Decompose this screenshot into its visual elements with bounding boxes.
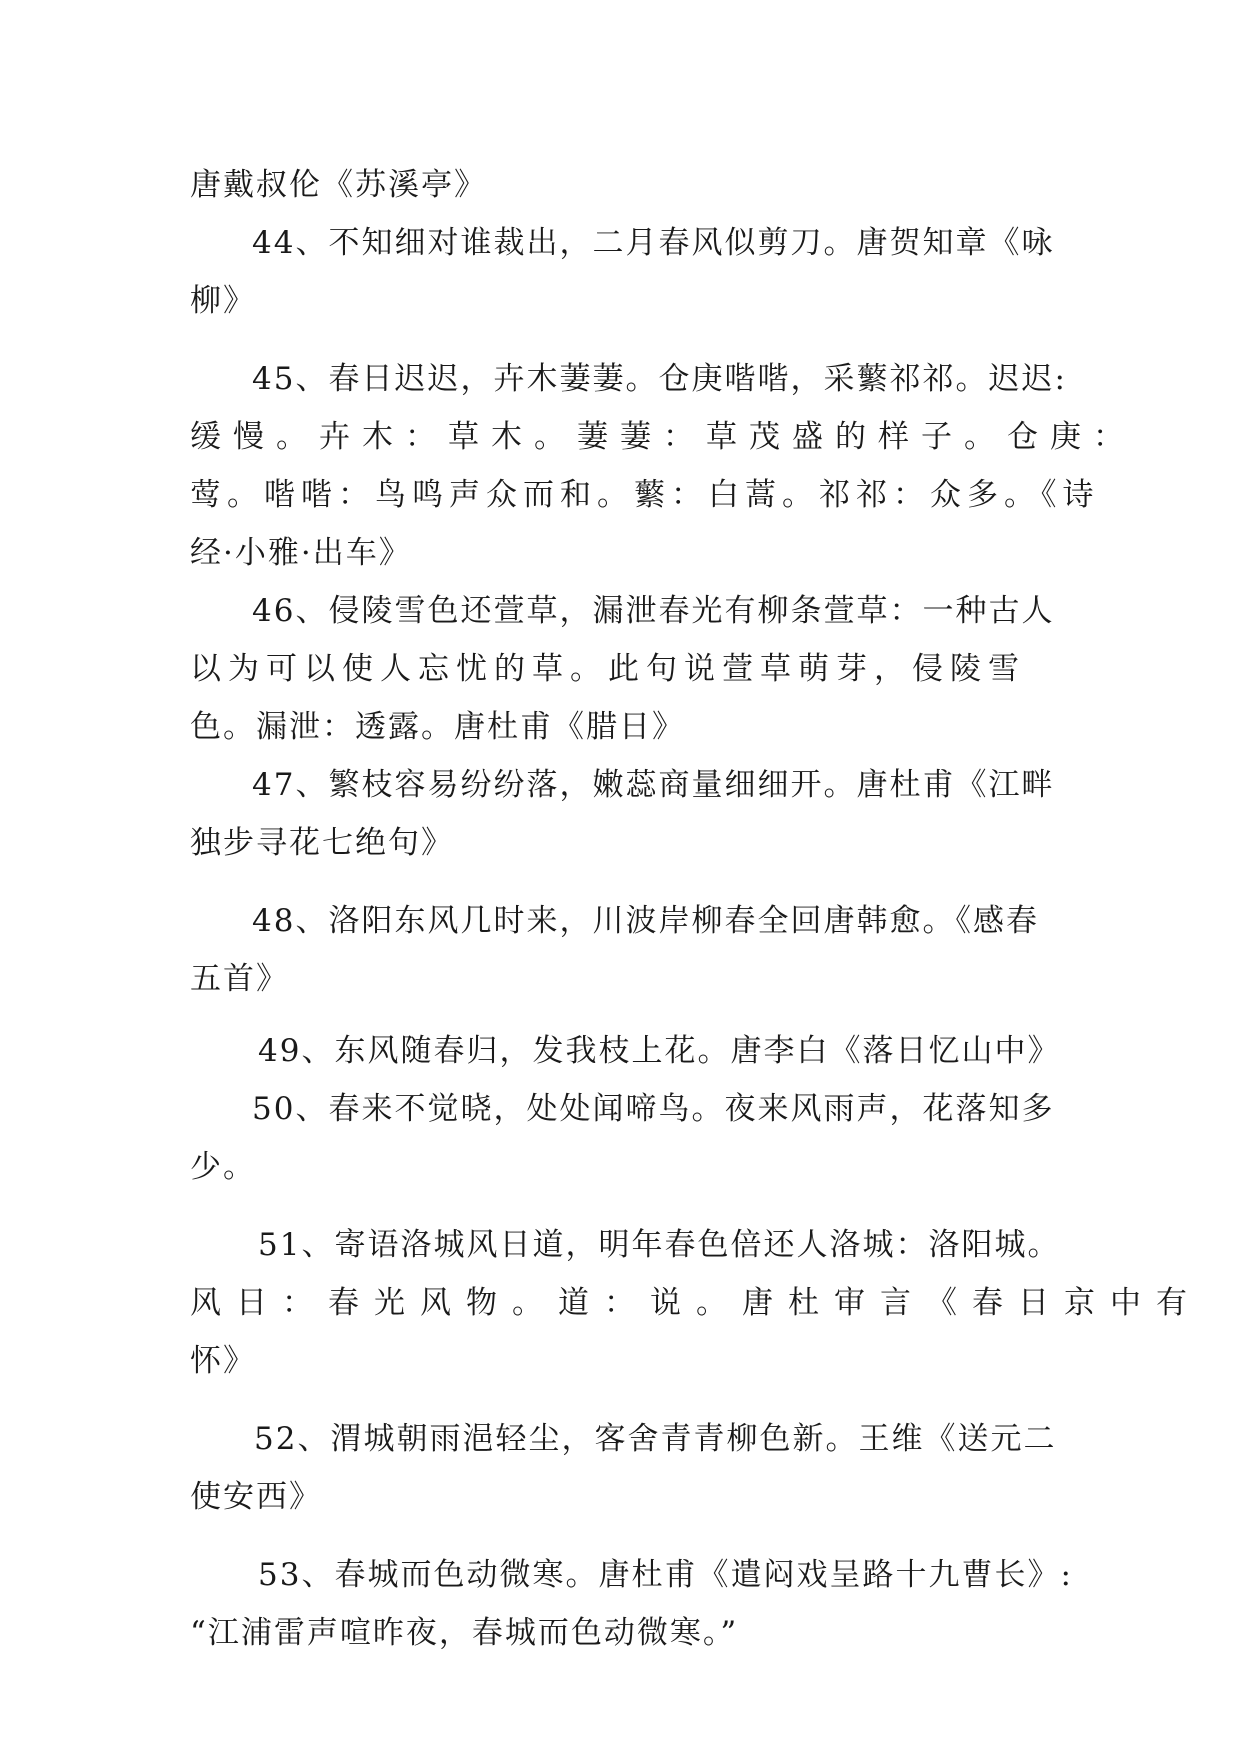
text-line: 49、东风随春归，发我枝上花。唐李白《落日忆山中》 [258, 1033, 1061, 1069]
text-line: 48、洛阳东风几时来，川波岸柳春全回唐韩愈。《感春 [252, 903, 1039, 939]
text-line: 柳》 [190, 283, 256, 319]
text-line: 47、繁枝容易纷纷落，嫩蕊商量细细开。唐杜甫《江畔 [252, 767, 1055, 803]
text-line: 独步寻花七绝句》 [190, 825, 454, 861]
text-line: 怀》 [190, 1343, 256, 1379]
text-line: 50、春来不觉晓，处处闻啼鸟。夜来风雨声，花落知多 [252, 1091, 1055, 1127]
text-line: 46、侵陵雪色还萱草，漏泄春光有柳条萱草：一种古人 [252, 593, 1055, 629]
text-line: 五首》 [190, 961, 289, 997]
text-line: 使安西》 [190, 1479, 322, 1515]
text-line: 44、不知细对谁裁出，二月春风似剪刀。唐贺知章《咏 [252, 225, 1055, 261]
text-line: 45、春日迟迟，卉木萋萋。仓庚喈喈，采蘩祁祁。迟迟: [252, 361, 1067, 397]
text-line: 52、渭城朝雨浥轻尘，客舍青青柳色新。王维《送元二 [254, 1421, 1057, 1457]
text-line: 经·小雅·出车》 [190, 535, 412, 571]
text-line: 风日：春光风物。道：说。唐杜审言《春日京中有 [190, 1285, 1202, 1321]
text-line: 色。漏泄：透露。唐杜甫《腊日》 [190, 709, 685, 745]
text-line: 51、寄语洛城风日道，明年春色倍还人洛城：洛阳城。 [258, 1227, 1061, 1263]
text-line: 53、春城而色动微寒。唐杜甫《遣闷戏呈路十九曹长》: [258, 1557, 1073, 1593]
text-line: 以为可以使人忘忧的草。此句说萱草萌芽，侵陵雪 [190, 651, 1026, 687]
text-line: 莺。喈喈：鸟鸣声众而和。蘩：白蒿。祁祁：众多。《诗 [190, 477, 1100, 513]
text-line: “江浦雷声喧昨夜，春城而色动微寒。” [190, 1615, 739, 1651]
document-page [190, 156, 1202, 1662]
text-line: 缓慢。卉木：草木。萋萋：草茂盛的样子。仓庚： [190, 419, 1136, 455]
text-line: 唐戴叔伦《苏溪亭》 [190, 167, 487, 203]
text-line: 少。 [190, 1149, 256, 1185]
